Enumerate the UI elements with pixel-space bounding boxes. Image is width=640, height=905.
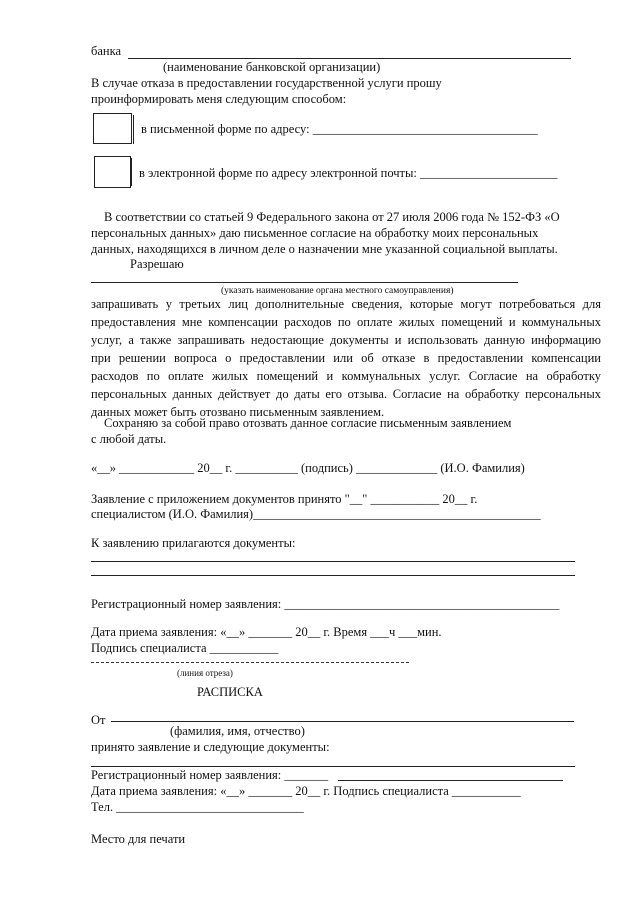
reserve-line2: с любой даты. [91, 432, 167, 446]
stamp-place: Место для печати [91, 832, 186, 846]
request-line: данных может быть отозвано письменным заявлением. [91, 405, 385, 419]
signature-line[interactable]: «__» ____________ 20__ г. __________ (подпись) _____________ (И.О. Фамилия) [91, 461, 525, 475]
from-label: От [91, 713, 106, 727]
from-caption: (фамилия, имя, отчество) [170, 724, 305, 738]
receipt-title: РАСПИСКА [197, 685, 263, 699]
receipt-date-line[interactable]: Дата приема заявления: «__» _______ 20__ г. Подпись специалиста ___________ [91, 784, 521, 798]
consent-line2: персональных данных» даю письменное согласие на обработку моих персональных [91, 226, 539, 240]
reserve-line1: Сохраняю за собой право отозвать данное согласие письменным заявлением [104, 416, 512, 430]
bank-name-line[interactable] [128, 58, 571, 59]
consent-line1: В соответствии со статьей 9 Федерального закона от 27 июля 2006 года № 152-ФЗ «О [104, 210, 560, 224]
request-line: расходов по оплате жилых помещений и коммунальных услуг. Согласие на обработку [91, 369, 601, 383]
paper-option-checkbox[interactable] [93, 113, 132, 144]
attached-docs-line[interactable] [91, 561, 575, 562]
email-option-label: в электронной форме по адресу электронной почты: ______________________ [139, 166, 558, 180]
consent-line3: данных, находящихся в личном деле о назначении мне указанной социальной выплаты. [91, 242, 558, 256]
request-paragraph [91, 295, 601, 421]
receipt-docs-line[interactable] [91, 766, 575, 767]
bank-label: банка [91, 44, 122, 58]
cut-line-caption: (линия отреза) [177, 668, 233, 678]
attached-docs-title: К заявлению прилагаются документы: [91, 536, 296, 550]
request-line: запрашивать у третьих лиц дополнительные сведения, которые могут потребоваться для [91, 297, 601, 311]
authority-caption: (указать наименование органа местного самоуправления) [221, 286, 454, 296]
refusal-text-line2: проинформировать меня следующим способом: [91, 92, 347, 106]
refusal-text-line1: В случае отказа в предоставлении государственной услуги прошу [91, 76, 442, 90]
request-line: персональных данных действует до даты его отзыва. Согласие на обработку персональных [91, 387, 601, 401]
receipt-accepted-text: принято заявление и следующие документы: [91, 740, 330, 754]
checkbox-edge [131, 158, 132, 186]
specialist-signature[interactable]: Подпись специалиста ___________ [91, 641, 279, 655]
from-name-line[interactable] [111, 721, 574, 722]
receipt-registration-line[interactable]: Регистрационный номер заявления: _______ [91, 768, 329, 782]
authority-line[interactable] [91, 282, 518, 283]
cut-line [91, 662, 409, 663]
email-option-checkbox[interactable] [94, 156, 131, 188]
request-line: предоставления мне компенсации расходов по оплате жилых помещений и коммунальных [91, 315, 601, 329]
accepted-line2[interactable]: специалистом (И.О. Фамилия)______________________________________________ [91, 507, 541, 521]
accepted-line1: Заявление с приложением документов принято "__" ___________ 20__ г. [91, 492, 478, 506]
receipt-phone-line[interactable]: Тел. ______________________________ [91, 800, 304, 814]
checkbox-edge [133, 115, 134, 144]
reception-date-time[interactable]: Дата приема заявления: «__» _______ 20__ г. Время ___ч ___мин. [91, 625, 442, 639]
paper-option-label: в письменной форме по адресу: ____________________________________ [141, 122, 538, 136]
receipt-registration-fill[interactable] [338, 780, 563, 781]
attached-docs-line[interactable] [91, 575, 575, 576]
permit-label: Разрешаю [130, 257, 184, 271]
registration-number-line[interactable]: Регистрационный номер заявления: ____________________________________________ [91, 597, 560, 611]
bank-caption: (наименование банковской организации) [163, 60, 381, 74]
request-line: при решении вопроса о предоставлении или об отказе в предоставлении компенсации [91, 351, 601, 365]
request-line: услуг, а также запрашивать недостающие документы и использовать данную информацию [91, 333, 601, 347]
